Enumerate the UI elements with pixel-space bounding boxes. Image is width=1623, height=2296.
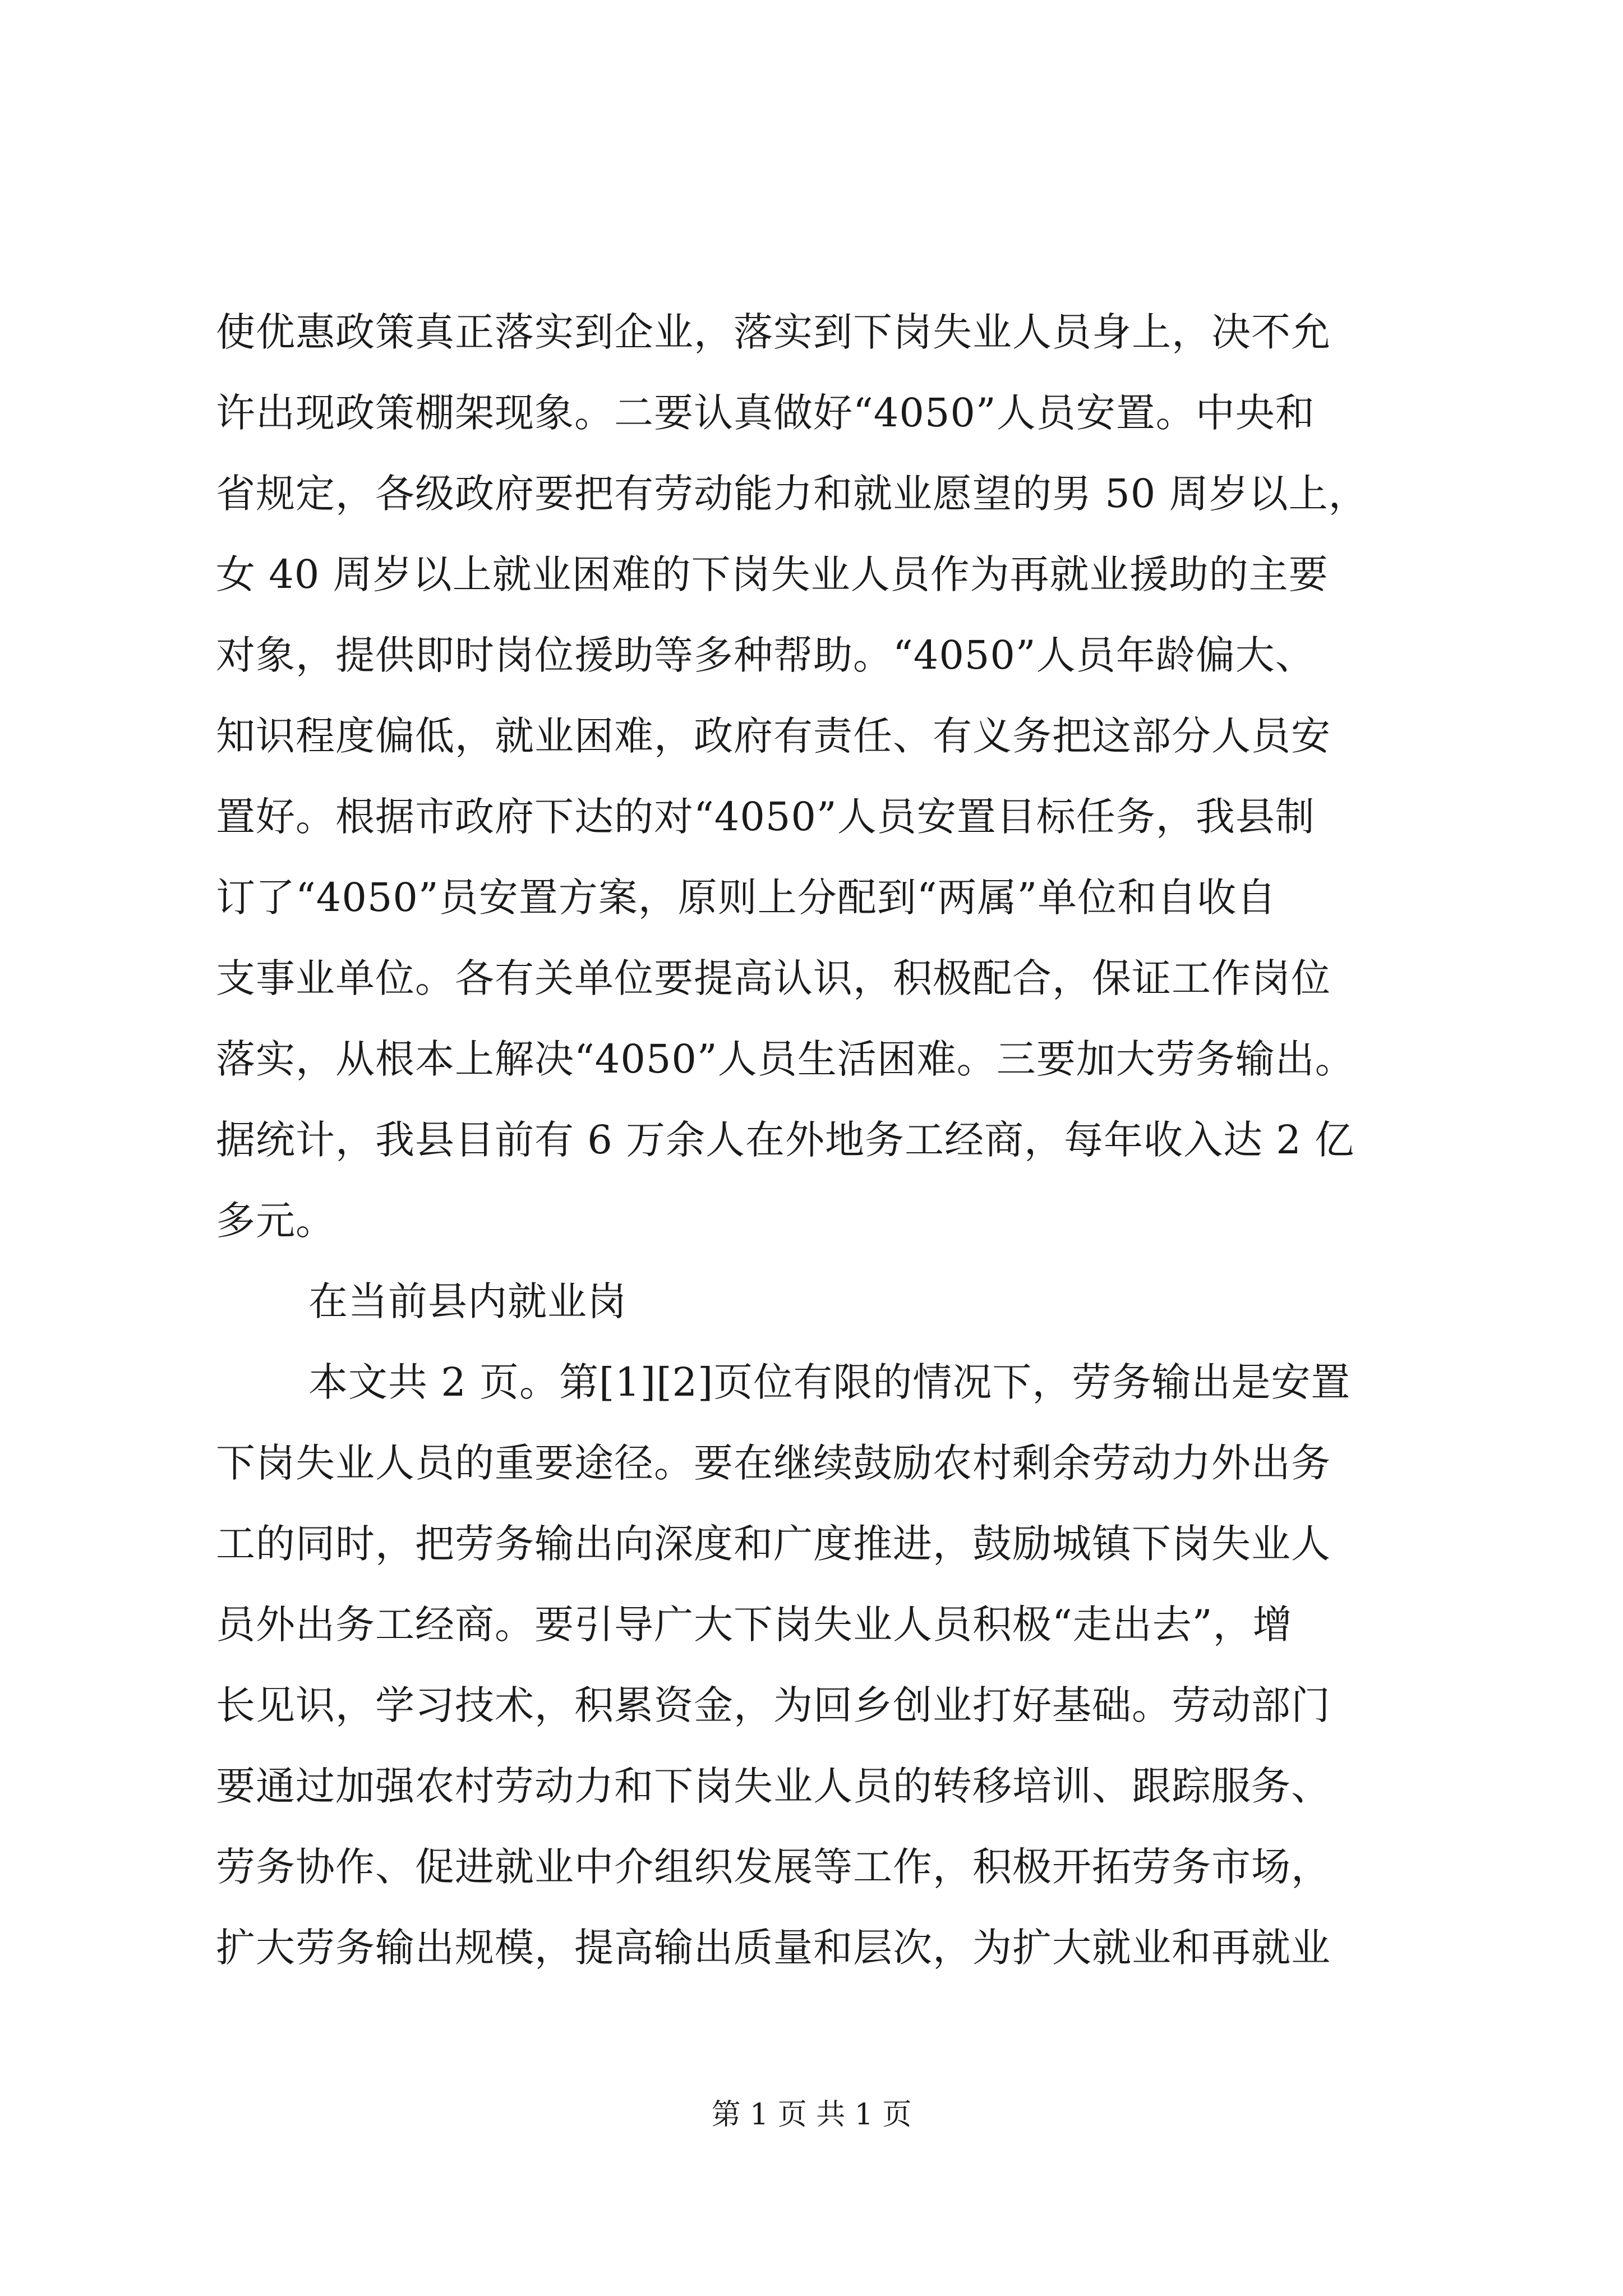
text-line: 长见识，学习技术，积累资金，为回乡创业打好基础。劳动部门: [216, 1682, 1331, 1728]
text-line: 置好。根据市政府下达的对“4050”人员安置目标任务，我县制: [216, 794, 1315, 840]
text-line: 订了“4050”员安置方案，原则上分配到“两属”单位和自收自: [216, 875, 1277, 921]
text-line: 对象，提供即时岗位援助等多种帮助。“4050”人员年龄偏大、: [216, 632, 1315, 678]
page-footer: 第 1 页 共 1 页: [711, 2098, 912, 2132]
text-line: 落实，从根本上解决“4050”人员生活困难。三要加大劳务输出。: [216, 1036, 1355, 1082]
text-line: 据统计，我县目前有 6 万余人在外地务工经商，每年收入达 2 亿: [216, 1117, 1355, 1163]
text-line: 许出现政策棚架现象。二要认真做好“4050”人员安置。中央和: [216, 390, 1315, 436]
text-line: 工的同时，把劳务输出向深度和广度推进，鼓励城镇下岗失业人: [216, 1521, 1331, 1567]
text-line: 扩大劳务输出规模，提高输出质量和层次，为扩大就业和再就业: [216, 1925, 1331, 1971]
text-line: 本文共 2 页。第[1][2]页位有限的情况下，劳务输出是安置: [308, 1359, 1351, 1405]
document-body: [216, 292, 1410, 1988]
text-line: 员外出务工经商。要引导广大下岗失业人员积极“走出去”，增: [216, 1602, 1293, 1648]
text-line: 在当前县内就业岗: [308, 1278, 627, 1324]
text-line: 省规定，各级政府要把有劳动能力和就业愿望的男 50 周岁以上，: [216, 471, 1368, 517]
text-line: 使优惠政策真正落实到企业，落实到下岗失业人员身上，决不允: [216, 309, 1331, 355]
text-line: 知识程度偏低，就业困难，政府有责任、有义务把这部分人员安: [216, 713, 1331, 759]
text-line: 女 40 周岁以上就业困难的下岗失业人员作为再就业援助的主要: [216, 551, 1329, 597]
text-line: 要通过加强农村劳动力和下岗失业人员的转移培训、跟踪服务、: [216, 1763, 1331, 1809]
text-line: 支事业单位。各有关单位要提高认识，积极配合，保证工作岗位: [216, 955, 1331, 1001]
text-line: 下岗失业人员的重要途径。要在继续鼓励农村剩余劳动力外出务: [216, 1440, 1331, 1486]
text-line: 多元。: [216, 1198, 335, 1244]
text-line: 劳务协作、促进就业中介组织发展等工作，积极开拓劳务市场，: [216, 1844, 1331, 1890]
